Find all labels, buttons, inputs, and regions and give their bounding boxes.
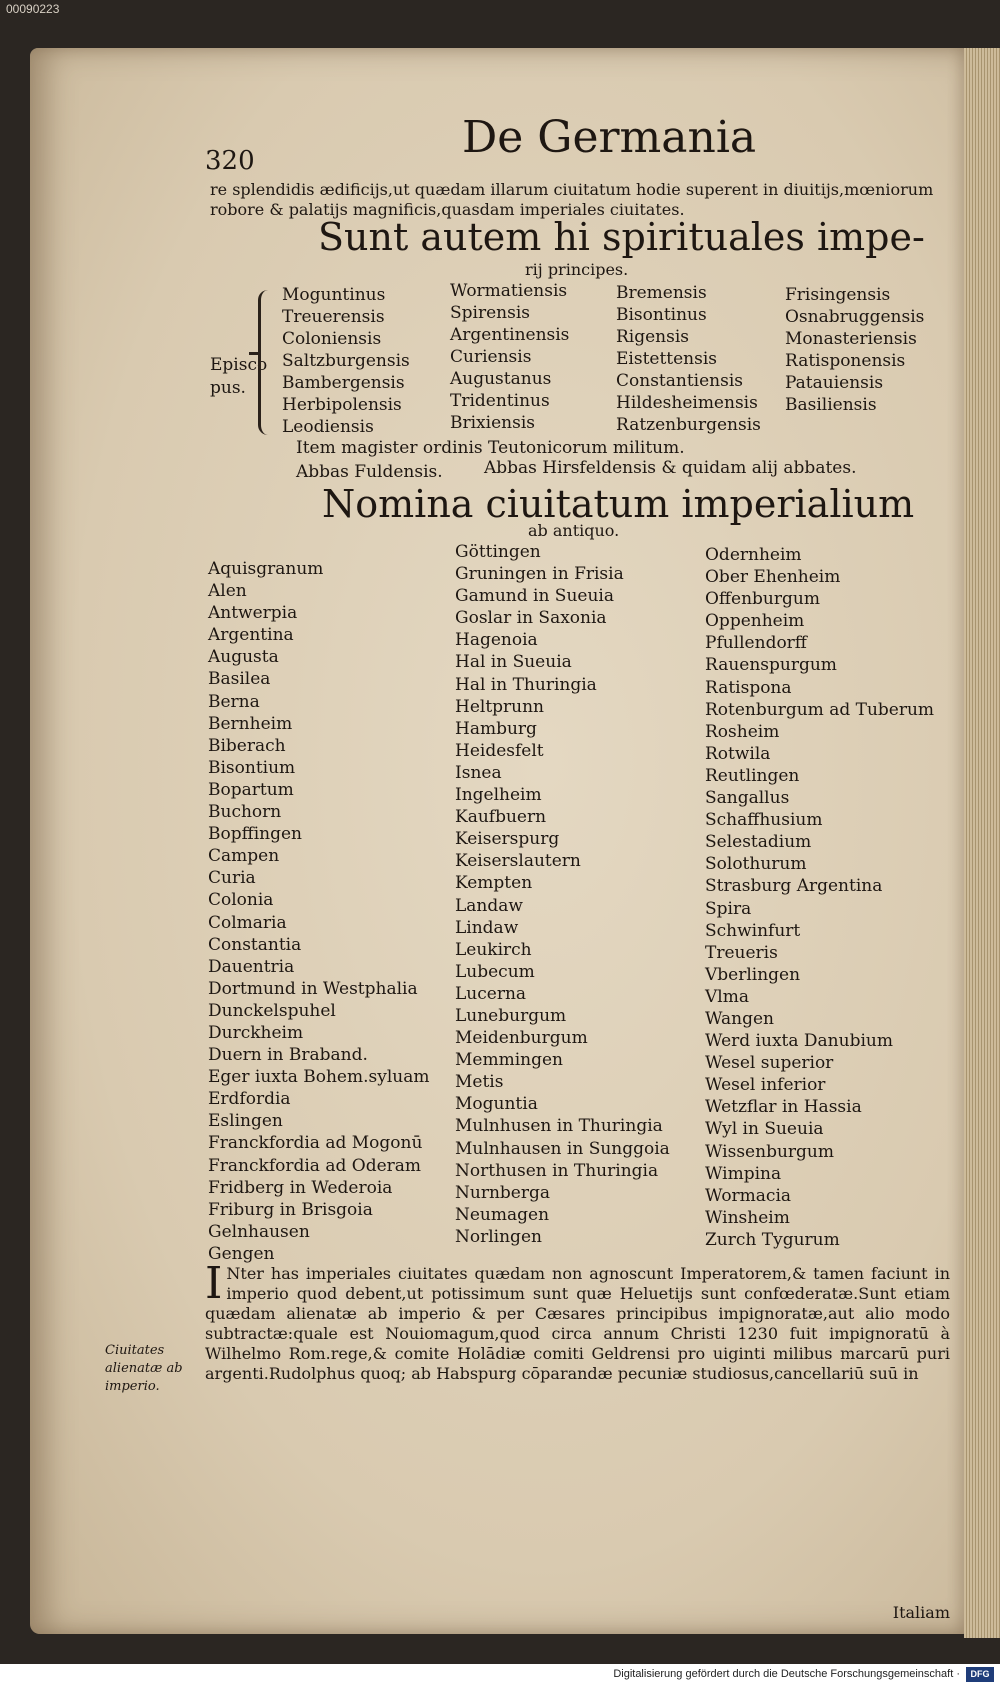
- city-name: Treueris: [705, 942, 778, 963]
- city-name: Dunckelspuhel: [208, 1000, 336, 1021]
- city-name: Rosheim: [705, 721, 780, 742]
- city-name: Offenburgum: [705, 589, 820, 610]
- drop-cap: I: [205, 1258, 223, 1309]
- city-name: Antwerpia: [208, 603, 298, 624]
- city-name: Lindaw: [455, 917, 519, 938]
- bishop-name: Treuerensis: [282, 307, 385, 327]
- city-name: Eger iuxta Bohem.syluam: [208, 1067, 430, 1088]
- city-name: Rotwila: [705, 743, 771, 764]
- city-name: Lubecum: [455, 961, 535, 982]
- city-name: Werd iuxta Danubium: [705, 1031, 893, 1052]
- bishop-name: Frisingensis: [785, 285, 891, 305]
- city-name: Franckfordia ad Mogonū: [208, 1133, 423, 1154]
- bishop-name: Brixiensis: [450, 413, 535, 433]
- bishop-name: Wormatiensis: [450, 281, 568, 301]
- bishop-name: Patauiensis: [785, 373, 884, 393]
- city-name: Dortmund in Westphalia: [208, 978, 418, 999]
- city-name: Odernheim: [705, 545, 802, 565]
- abbas-left: Abbas Fuldensis.: [296, 462, 443, 482]
- city-name: Wetzflar in Hassia: [705, 1097, 862, 1118]
- heading-spirituales-cont: rij principes.: [525, 260, 629, 279]
- city-name: Memmingen: [455, 1050, 563, 1071]
- city-name: Bopffingen: [208, 824, 302, 845]
- city-name: Wissenburgum: [705, 1141, 834, 1162]
- city-name: Franckfordia ad Oderam: [208, 1155, 422, 1176]
- bishops-label-1: Episco: [210, 355, 268, 375]
- footer-credit: Digitalisierung gefördert durch die Deutsche Forschungsgemeinschaft ·: [613, 1668, 960, 1680]
- city-name: Bisontium: [208, 757, 296, 778]
- bishop-name: Basiliensis: [785, 395, 877, 415]
- bishop-name: Spirensis: [450, 303, 530, 323]
- bishops-column-1: [282, 284, 410, 438]
- city-name: Bopartum: [208, 779, 294, 800]
- city-name: Ober Ehenheim: [705, 567, 841, 588]
- bishop-name: Constantiensis: [616, 371, 743, 391]
- bishop-name: Bambergensis: [282, 373, 405, 393]
- city-name: Augusta: [208, 647, 279, 668]
- heading-nomina: Nomina ciuitatum imperialium: [322, 482, 915, 526]
- bishop-name: Coloniensis: [282, 329, 382, 349]
- city-name: Keiserspurg: [455, 829, 560, 850]
- margin-note: Ciuitates alienatæ ab imperio.: [105, 1343, 183, 1394]
- city-name: Göttingen: [455, 542, 541, 562]
- bishop-name: Osnabruggensis: [785, 307, 925, 327]
- heading-spirituales: Sunt autem hi spirituales impe-: [318, 215, 925, 259]
- city-name: Gamund in Sueuia: [455, 586, 614, 607]
- city-name: Alen: [208, 581, 247, 602]
- city-name: Zurch Tygurum: [705, 1229, 840, 1250]
- bishop-name: Leodiensis: [282, 417, 374, 437]
- bishops-column-2: [450, 280, 569, 434]
- city-name: Pfullendorff: [705, 633, 807, 654]
- intro-line-2: robore & palatijs magnificis,quasdam imperiales ciuitates.: [210, 200, 685, 219]
- city-name: Curia: [208, 868, 256, 889]
- city-name: Moguntia: [455, 1094, 538, 1115]
- city-name: Friburg in Brisgoia: [208, 1199, 373, 1220]
- city-name: Heidesfelt: [455, 740, 544, 761]
- city-name: Wangen: [705, 1008, 774, 1029]
- bishops-column-4: [785, 284, 924, 416]
- bishop-name: Moguntinus: [282, 285, 386, 305]
- city-name: Wyl in Sueuia: [705, 1119, 824, 1140]
- cities-column-1: [208, 558, 429, 1265]
- paragraph-text: Nter has imperiales ciuitates quædam non agnoscunt Imperatorem,& tamen faciunt in imperio quod debent,ut potissimum sunt quæ Heluetijs sunt confœderatæ.Sunt etiam quædam alienatæ ab imperio & per Cæsares principibus impignoratæ,aut alio modo subtractæ:quale est Nouiomagum,quod circa annum Christi 1230 fuit impignoratū à Wilhelmo Rom.rege,& comite Holādiæ comiti Geldrensi pro uiginti milibus marcarū puri argenti.Rudolphus quoq; ab Habspurg cōparandæ pecuniæ studiosus,cancellariū suū in: [205, 1264, 950, 1383]
- city-name: Rotenburgum ad Tuberum: [705, 699, 935, 720]
- city-name: Erdfordia: [208, 1089, 291, 1110]
- city-name: Luneburgum: [455, 1005, 567, 1026]
- heading-nomina-cont: ab antiquo.: [528, 521, 620, 540]
- bishop-name: Ratisponensis: [785, 351, 906, 371]
- city-name: Mulnhausen in Sunggoia: [455, 1138, 670, 1159]
- city-name: Keiserslautern: [455, 851, 581, 872]
- city-name: Isnea: [455, 762, 502, 783]
- city-name: Spira: [705, 898, 752, 919]
- city-name: Kaufbuern: [455, 807, 547, 828]
- city-name: Norlingen: [455, 1226, 542, 1247]
- city-name: Metis: [455, 1072, 504, 1093]
- running-head: De Germania: [462, 112, 757, 163]
- city-name: Aquisgranum: [208, 559, 324, 579]
- city-name: Campen: [208, 846, 280, 867]
- bishop-name: Augustanus: [450, 369, 552, 389]
- bishops-column-3: [616, 282, 761, 436]
- scan-id: 00090223: [6, 2, 60, 16]
- city-name: Vberlingen: [705, 964, 801, 985]
- city-name: Gengen: [208, 1243, 275, 1264]
- city-name: Schaffhusium: [705, 810, 823, 831]
- city-name: Colonia: [208, 890, 274, 911]
- bishop-name: Curiensis: [450, 347, 532, 367]
- city-name: Landaw: [455, 895, 523, 916]
- city-name: Rauenspurgum: [705, 655, 837, 676]
- city-name: Lucerna: [455, 983, 527, 1004]
- city-name: Northusen in Thuringia: [455, 1160, 659, 1181]
- city-name: Leukirch: [455, 939, 532, 960]
- item-line: Item magister ordinis Teutonicorum militum.: [296, 438, 685, 458]
- city-name: Heltprunn: [455, 696, 545, 717]
- cities-column-3: [705, 544, 934, 1251]
- city-name: Sangallus: [705, 788, 790, 809]
- city-name: Bernheim: [208, 713, 293, 734]
- cities-column-2: [455, 541, 670, 1248]
- dfg-logo-icon: DFG: [966, 1667, 994, 1682]
- bishop-name: Monasteriensis: [785, 329, 917, 349]
- city-name: Basilea: [208, 669, 271, 690]
- city-name: Ratispona: [705, 677, 792, 698]
- bishop-name: Hildesheimensis: [616, 393, 758, 413]
- footer-bar: [0, 1664, 1000, 1689]
- bishop-name: Bremensis: [616, 283, 707, 303]
- city-name: Wormacia: [705, 1185, 792, 1206]
- city-name: Goslar in Saxonia: [455, 608, 607, 629]
- city-name: Duern in Braband.: [208, 1045, 368, 1066]
- page-number: 320: [205, 146, 255, 176]
- city-name: Constantia: [208, 934, 302, 955]
- bishop-name: Argentinensis: [450, 325, 570, 345]
- bishop-name: Rigensis: [616, 327, 690, 347]
- city-name: Strasburg Argentina: [705, 876, 883, 897]
- city-name: Hagenoia: [455, 630, 538, 651]
- bishop-name: Ratzenburgensis: [616, 415, 761, 435]
- city-name: Schwinfurt: [705, 920, 801, 941]
- city-name: Colmaria: [208, 912, 287, 933]
- city-name: Mulnhusen in Thuringia: [455, 1116, 663, 1137]
- city-name: Biberach: [208, 735, 286, 756]
- city-name: Kempten: [455, 873, 533, 894]
- city-name: Hal in Thuringia: [455, 674, 597, 695]
- city-name: Wesel inferior: [705, 1075, 826, 1096]
- city-name: Argentina: [208, 625, 294, 646]
- city-name: Hamburg: [455, 718, 537, 739]
- city-name: Hal in Sueuia: [455, 652, 572, 673]
- catchword: Italiam: [892, 1603, 950, 1622]
- brace-bracket: [258, 290, 275, 435]
- abbas-right: Abbas Hirsfeldensis & quidam alij abbates.: [484, 458, 857, 478]
- city-name: Winsheim: [705, 1207, 790, 1228]
- city-name: Reutlingen: [705, 765, 800, 786]
- bishop-name: Tridentinus: [450, 391, 550, 411]
- bishop-name: Bisontinus: [616, 305, 707, 325]
- city-name: Vlma: [705, 986, 749, 1007]
- city-name: Meidenburgum: [455, 1028, 588, 1049]
- intro-line-1: re splendidis ædificijs,ut quædam illarum ciuitatum hodie superent in diuitijs,mœniorum: [210, 180, 934, 199]
- city-name: Neumagen: [455, 1204, 550, 1225]
- bishops-label-2: pus.: [210, 378, 246, 398]
- city-name: Selestadium: [705, 832, 812, 853]
- city-name: Solothurum: [705, 854, 807, 875]
- city-name: Fridberg in Wederoia: [208, 1177, 393, 1198]
- city-name: Gelnhausen: [208, 1221, 310, 1242]
- city-name: Durckheim: [208, 1022, 304, 1043]
- body-paragraph: [205, 1258, 950, 1384]
- page-edge: [964, 48, 1000, 1638]
- city-name: Nurnberga: [455, 1182, 550, 1203]
- bishop-name: Herbipolensis: [282, 395, 402, 415]
- city-name: Berna: [208, 691, 260, 712]
- city-name: Ingelheim: [455, 785, 542, 806]
- city-name: Gruningen in Frisia: [455, 564, 624, 585]
- bishop-name: Saltzburgensis: [282, 351, 410, 371]
- city-name: Dauentria: [208, 956, 295, 977]
- city-name: Wimpina: [705, 1163, 782, 1184]
- city-name: Eslingen: [208, 1111, 283, 1132]
- city-name: Wesel superior: [705, 1053, 834, 1074]
- city-name: Oppenheim: [705, 611, 805, 632]
- city-name: Buchorn: [208, 802, 282, 823]
- bishop-name: Eistettensis: [616, 349, 718, 369]
